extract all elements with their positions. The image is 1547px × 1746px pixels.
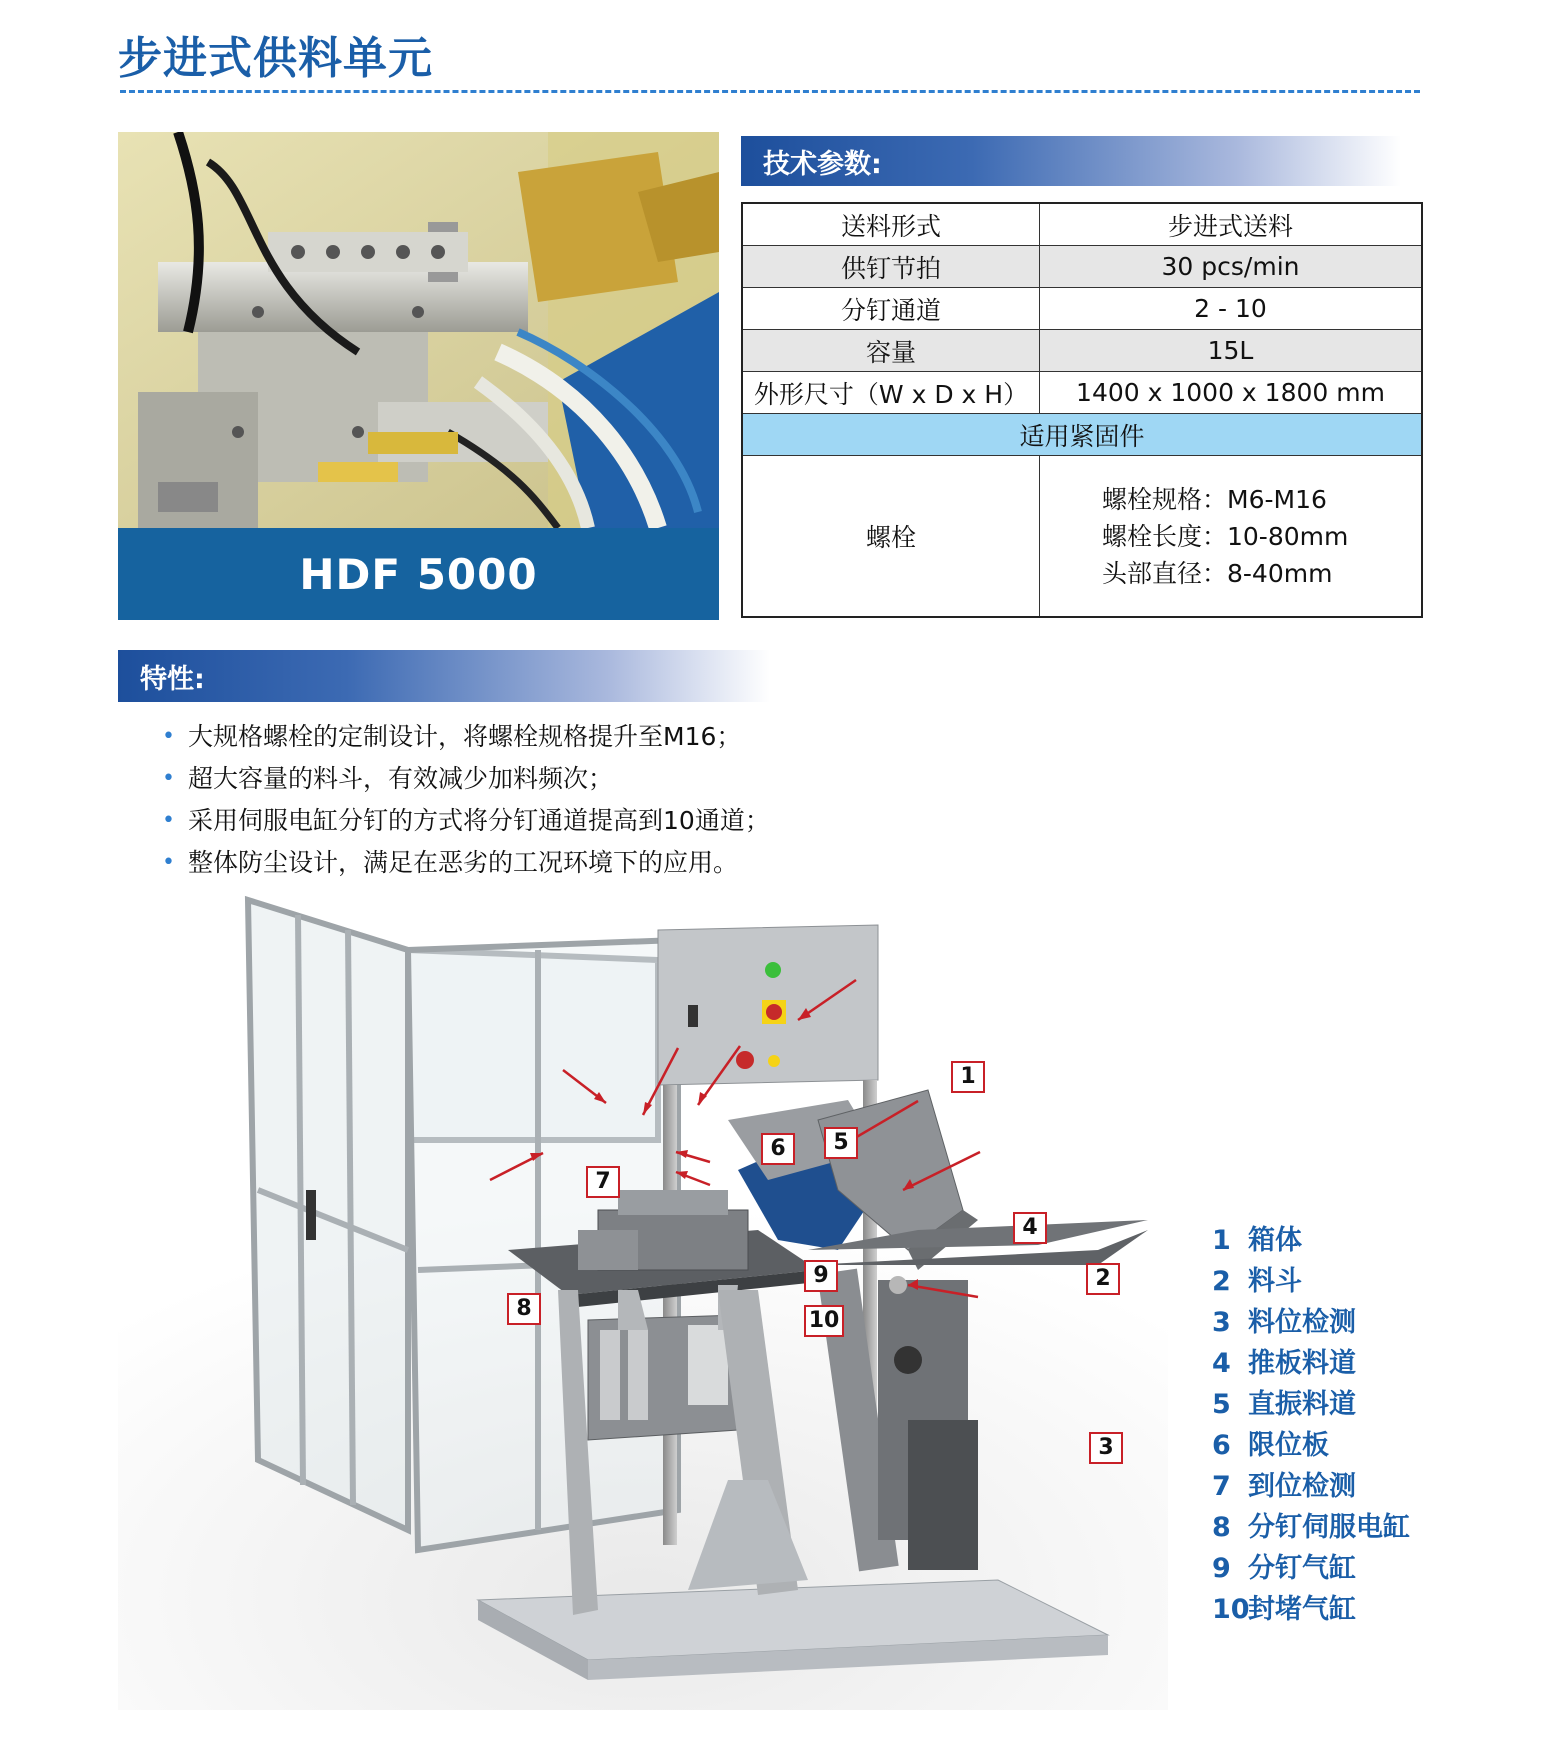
legend-item: 10封堵气缸 xyxy=(1212,1594,1356,1625)
legend-item: 7 到位检测 xyxy=(1212,1471,1356,1502)
model-name: HDF 5000 xyxy=(118,528,719,620)
feature-item: • 采用伺服电缸分钉的方式将分钉通道提高到10通道； xyxy=(162,800,770,842)
spec-label: 外形尺寸（W x D x H） xyxy=(742,372,1040,414)
bullet-icon: • xyxy=(162,724,175,749)
spec-table xyxy=(741,202,1423,618)
spec-value: 15L xyxy=(1040,330,1423,372)
legend-item: 2 料斗 xyxy=(1212,1266,1302,1297)
bullet-icon: • xyxy=(162,808,175,833)
callout-7: 7 xyxy=(586,1166,620,1198)
spec-row xyxy=(742,372,1422,414)
features-heading: 特性: xyxy=(118,650,770,702)
legend-item: 5 直振料道 xyxy=(1212,1389,1356,1420)
feature-item: • 大规格螺栓的定制设计，将螺栓规格提升至M16； xyxy=(162,716,770,758)
callout-2: 2 xyxy=(1086,1263,1120,1295)
legend-item: 1 箱体 xyxy=(1212,1225,1302,1256)
callout-9: 9 xyxy=(804,1260,838,1292)
callout-3: 3 xyxy=(1089,1432,1123,1464)
callout-6: 6 xyxy=(761,1133,795,1165)
feature-item: • 超大容量的料斗，有效减少加料频次； xyxy=(162,758,770,800)
fastener-specs xyxy=(1040,456,1423,618)
parts-legend xyxy=(1212,1220,1410,1630)
spec-label: 供钉节拍 xyxy=(742,246,1040,288)
spec-row xyxy=(742,203,1422,246)
legend-item: 3 料位检测 xyxy=(1212,1307,1356,1338)
bullet-icon: • xyxy=(162,850,175,875)
page-title: 步进式供料单元 xyxy=(118,33,433,84)
callout-1: 1 xyxy=(951,1061,985,1093)
spec-row xyxy=(742,288,1422,330)
fastener-header-row xyxy=(742,414,1422,456)
spec-row xyxy=(742,330,1422,372)
spec-label: 送料形式 xyxy=(742,203,1040,246)
fastener-spec-line: 螺栓规格：M6-M16 xyxy=(1102,484,1327,514)
legend-item: 4 推板料道 xyxy=(1212,1348,1356,1379)
fastener-spec-line: 螺栓长度：10-80mm xyxy=(1102,521,1349,551)
callout-10: 10 xyxy=(804,1305,844,1337)
legend-item: 9 分钉气缸 xyxy=(1212,1553,1356,1584)
callout-8: 8 xyxy=(507,1293,541,1325)
fastener-row xyxy=(742,456,1422,618)
callout-4: 4 xyxy=(1013,1212,1047,1244)
legend-item: 6 限位板 xyxy=(1212,1430,1329,1461)
product-photo xyxy=(118,132,719,528)
title-divider xyxy=(120,90,1420,93)
spec-value: 1400 x 1000 x 1800 mm xyxy=(1040,372,1423,414)
fastener-header: 适用紧固件 xyxy=(742,414,1422,456)
spec-row xyxy=(742,246,1422,288)
spec-label: 分钉通道 xyxy=(742,288,1040,330)
spec-value: 30 pcs/min xyxy=(1040,246,1423,288)
bullet-icon: • xyxy=(162,766,175,791)
features-list xyxy=(162,716,770,884)
fastener-spec-line: 头部直径：8-40mm xyxy=(1102,558,1333,588)
spec-value: 步进式送料 xyxy=(1040,203,1423,246)
machine-illustration xyxy=(118,890,1168,1710)
fastener-type: 螺栓 xyxy=(742,456,1040,618)
legend-item: 8 分钉伺服电缸 xyxy=(1212,1512,1410,1543)
callout-5: 5 xyxy=(824,1127,858,1159)
spec-heading: 技术参数: xyxy=(741,136,1401,186)
feature-item: • 整体防尘设计，满足在恶劣的工况环境下的应用。 xyxy=(162,842,770,884)
spec-value: 2 - 10 xyxy=(1040,288,1423,330)
spec-label: 容量 xyxy=(742,330,1040,372)
